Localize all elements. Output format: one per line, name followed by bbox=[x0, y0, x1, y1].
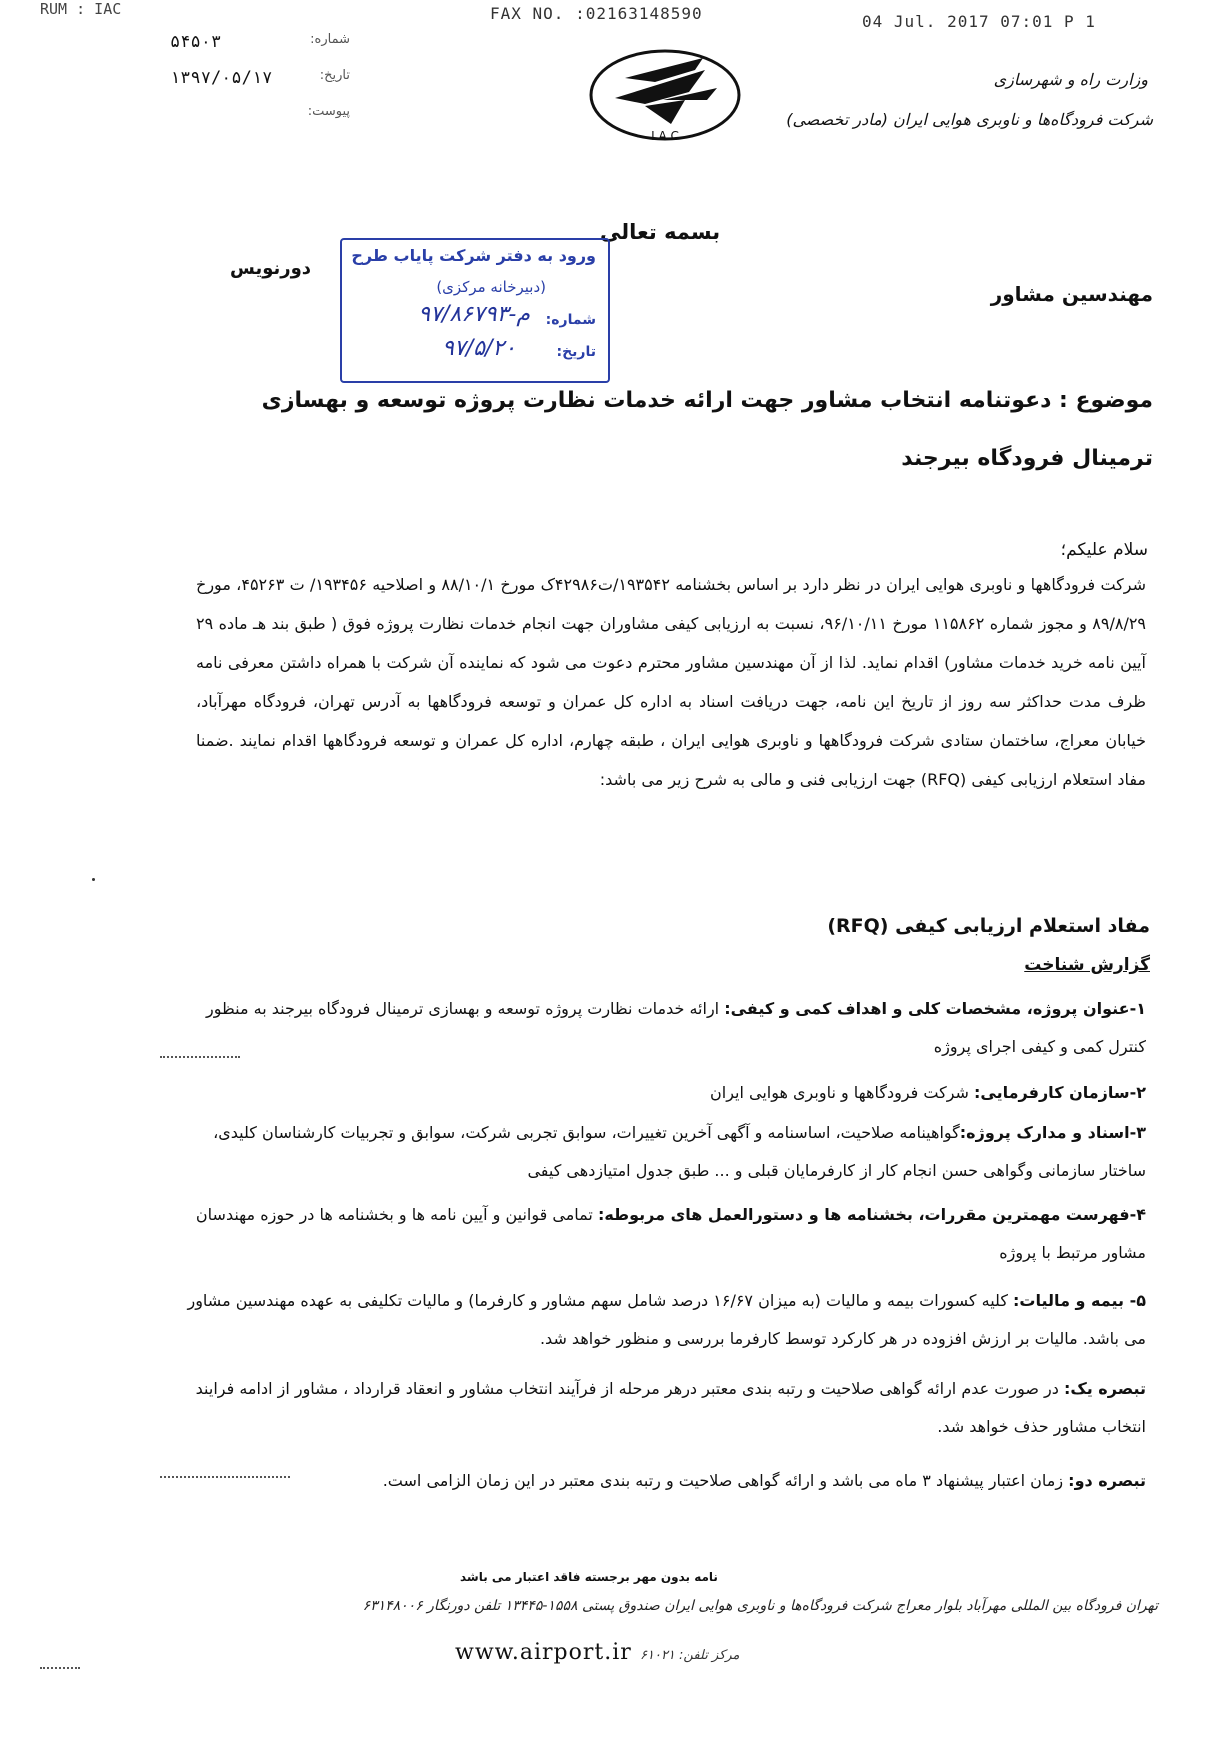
footer-website: www.airport.ir bbox=[455, 1640, 632, 1665]
item-5-title: ۵- بیمه و مالیات: bbox=[1013, 1291, 1146, 1310]
fax-datetime: 04 Jul. 2017 07:01 P 1 bbox=[862, 12, 1096, 31]
letter-date-row bbox=[150, 68, 350, 94]
logo-letters: I A C bbox=[651, 129, 679, 143]
item-1-text: ارائه خدمات نظارت پروژه توسعه و بهسازی ترمینال فرودگاه بیرجند به منظور کنترل کمی و کیفی اجرای پروژه bbox=[206, 999, 1146, 1056]
item-2-title: ۲-سازمان کارفرمایی: bbox=[974, 1083, 1146, 1102]
company-name: شرکت فرودگاه‌ها و ناوبری هوایی ایران (مادر تخصصی) bbox=[786, 110, 1153, 129]
letter-number-value: ۵۴۵۰۳ bbox=[170, 32, 222, 52]
body-paragraph: شرکت فرودگاهها و ناوبری هوایی ایران در نظر دارد بر اساس بخشنامه ۱۹۳۵۴۲/ت۴۲۹۸۶ک مورخ ۸۸/۱۰/۱ و اصلاحیه ۱۹۳۴۵۶/ ت ۴۵۲۶۳، مورخ ۸۹/۸/۲۹ و مجوز شماره ۱۱۵۸۶۲ مورخ ۹۶/۱۰/۱۱، نسبت به ارزیابی کیفی مشاوران جهت انجام خدمات نظارت پروژه فوق ( طبق بند هـ ماده ۲۹ آیین نامه خرید خدمات مشاور) اقدام نماید. لذا از آن مهندسین مشاور محترم دعوت می شود که نماینده آن شرکت با همراه داشتن معرفی نامه ظرف مدت حداکثر سه روز از تاریخ این نامه، جهت دریافت اسناد به اداره کل عمران و توسعه فرودگاهها به آدرس تهران، فرودگاه مهرآباد، خیابان معراج، ساختمان ستادی شرکت فرودگاهها و ناوبری هوایی ایران ، طبقه چهارم، اداره کل عمران و توسعه فرودگاهها اقدام نمایند .ضمنا مفاد استعلام ارزیابی کیفی (RFQ) جهت ارزیابی فنی و مالی به شرح زیر می باشد: bbox=[196, 575, 1147, 789]
note-1-text: در صورت عدم ارائه گواهی صلاحیت و رتبه بندی معتبر درهر مرحله از فرآیند انتخاب مشاور و انعقاد قرارداد ، مشاور از ادامه فرایند انتخاب مشاور حذف خواهد شد. bbox=[195, 1379, 1146, 1436]
item-1-title: ۱-عنوان پروژه، مشخصات کلی و اهداف کمی و کیفی: bbox=[724, 999, 1146, 1018]
fax-sender-id: RUM : IAC bbox=[40, 0, 122, 18]
letter-number-label: شماره: bbox=[310, 32, 350, 47]
receipt-stamp bbox=[340, 238, 610, 383]
fax-copy-label: دورنویس bbox=[230, 258, 312, 279]
rfq-heading: مفاد استعلام ارزیابی کیفی (RFQ) bbox=[827, 915, 1150, 937]
item-5-text: کلیه کسورات بیمه و مالیات (به میزان ۱۶/۶۷ درصد شامل سهم مشاور و کارفرما) و مالیات تکلیفی به عهده مهندسین مشاور می باشد. مالیات بر ارزش افزوده در هر کارکرد توسط کارفرما بررسی و منظور خواهد شد. bbox=[187, 1291, 1146, 1348]
letter-date-value: ۱۳۹۷/۰۵/۱۷ bbox=[170, 68, 273, 88]
item-2-text: شرکت فرودگاهها و ناوبری هوایی ایران bbox=[710, 1083, 975, 1102]
footer-stamp-note: نامه بدون مهر برجسته فاقد اعتبار می باشد bbox=[460, 1570, 718, 1584]
fax-number: FAX NO. :02163148590 bbox=[490, 4, 703, 23]
letter-number-row bbox=[150, 32, 350, 58]
note-2-text: زمان اعتبار پیشنهاد ۳ ماه می باشد و ارائه گواهی صلاحیت و رتبه بندی معتبر در این زمان الزامی است. bbox=[382, 1471, 1069, 1490]
subject-line: موضوع : دعوتنامه انتخاب مشاور جهت ارائه خدمات نظارت پروژه توسعه و بهسازی ترمینال فرودگاه بیرجند bbox=[261, 388, 1153, 471]
footer-phone-center: مرکز تلفن: ۶۱۰۲۱ bbox=[640, 1648, 740, 1663]
dotted-filler bbox=[40, 1667, 80, 1669]
item-4-text: تمامی قوانین و آیین نامه ها و بخشنامه ها در حوزه مهندسان مشاور مرتبط با پروژه bbox=[195, 1205, 1146, 1262]
stamp-date-handwritten: ۹۷/۵/۲۰ bbox=[442, 336, 516, 361]
ministry-name: وزارت راه و شهرسازی bbox=[993, 70, 1148, 89]
item-3-text: گواهینامه صلاحیت، اساسنامه و آگهی آخرین تغییرات، سوابق تجربی شرکت، سوابق و تجربیات کارشناسان کلیدی، ساختار سازمانی وگواهی حسن انجام کار از کارفرمایان قبلی و ... طبق جدول امتیازدهی کیفی bbox=[213, 1123, 1146, 1180]
stamp-subtitle: (دبیرخانه مرکزی) bbox=[436, 278, 546, 296]
dotted-filler bbox=[160, 1476, 290, 1478]
recipient: مهندسین مشاور bbox=[990, 282, 1153, 306]
stamp-number-handwritten: ۹۷/۸۶۷۹۳-م bbox=[418, 302, 530, 327]
stamp-number-label: شماره: bbox=[545, 312, 596, 328]
letter-attachment-row bbox=[150, 104, 350, 130]
stamp-date-label: تاریخ: bbox=[556, 344, 596, 360]
stamp-title: ورود به دفتر شرکت پایاب طرح bbox=[351, 246, 596, 265]
item-3 bbox=[186, 1114, 1146, 1190]
note-2 bbox=[186, 1462, 1146, 1500]
note-1-title: تبصره یک: bbox=[1063, 1379, 1146, 1398]
letter-attachment-label: پیوست: bbox=[307, 104, 350, 119]
note-2-title: تبصره دو: bbox=[1068, 1471, 1146, 1490]
item-2 bbox=[186, 1074, 1146, 1112]
item-1 bbox=[186, 990, 1146, 1066]
note-1 bbox=[186, 1370, 1146, 1446]
bismillah: بسمه تعالی bbox=[600, 220, 721, 244]
report-label: گزارش شناخت bbox=[1024, 955, 1150, 975]
iac-logo-icon bbox=[585, 40, 745, 150]
item-4-title: ۴-فهرست مهمترین مقررات، بخشنامه ها و دستورالعمل های مربوطه: bbox=[597, 1205, 1146, 1224]
item-4 bbox=[186, 1196, 1146, 1272]
footer-address: تهران فرودگاه بین المللی مهرآباد بلوار معراج شرکت فرودگاه‌ها و ناوبری هوایی ایران صندوق پستی ۱۵۵۸-۱۳۴۴۵ تلفن دورنگار ۶۳۱۴۸۰۰۶ bbox=[362, 1598, 1158, 1614]
item-3-title: ۳-اسناد و مدارک پروژه: bbox=[959, 1123, 1146, 1142]
dotted-filler bbox=[160, 1056, 240, 1058]
letter-date-label: تاریخ: bbox=[319, 68, 350, 83]
item-5 bbox=[186, 1282, 1146, 1358]
scan-speck bbox=[92, 878, 95, 881]
greeting: سلام علیکم؛ bbox=[1060, 540, 1148, 560]
